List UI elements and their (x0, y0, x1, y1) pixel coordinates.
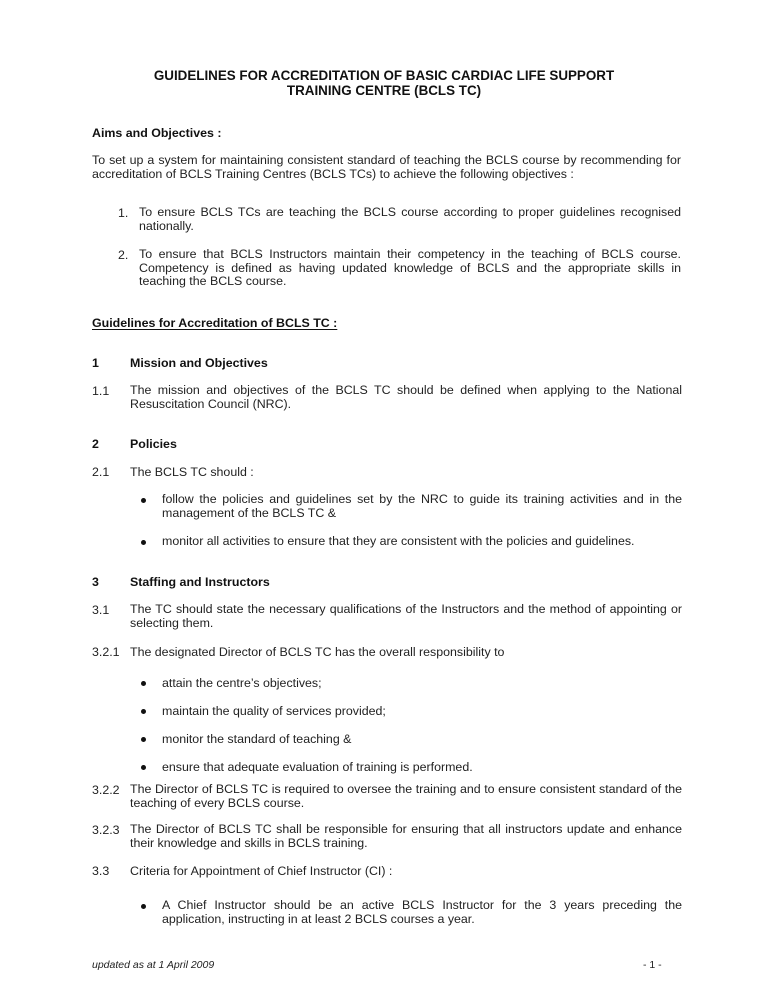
guidelines-heading: Guidelines for Accreditation of BCLS TC : (92, 316, 338, 330)
section-3-3-text: Criteria for Appointment of Chief Instructor (CI) : (130, 864, 393, 878)
section-3-2-1-number: 3.2.1 (92, 645, 120, 659)
objective-number-1: 1. (118, 206, 129, 220)
section-3-2-3-text: The Director of BCLS TC shall be responsible for ensuring that all instructors update and enhance their knowledge and skills in BCLS training. (130, 822, 682, 850)
section-3-2-2-number: 3.2.2 (92, 783, 120, 797)
aims-intro: To set up a system for maintaining consistent standard of teaching the BCLS course by recommending for accreditation of BCLS Training Centres (BCLS TCs) to achieve the following objectives : (92, 153, 681, 181)
bullet-icon (141, 709, 146, 714)
section-3-number: 3 (92, 575, 99, 589)
section-3-1-text: The TC should state the necessary qualifications of the Instructors and the method of appointing or selecting them. (130, 602, 682, 630)
section-3-2-3-number: 3.2.3 (92, 823, 120, 837)
bullet-icon (141, 737, 146, 742)
section-3-2-1-bullet-1: attain the centre’s objectives; (162, 676, 322, 690)
objective-number-2: 2. (118, 248, 129, 262)
footer-page-number: - 1 - (643, 959, 662, 971)
objective-text-1: To ensure BCLS TCs are teaching the BCLS course according to proper guidelines recognised nationally. (139, 205, 681, 233)
bullet-icon (141, 904, 146, 909)
section-1-title: Mission and Objectives (130, 356, 268, 370)
section-2-1-number: 2.1 (92, 465, 110, 479)
section-2-title: Policies (130, 437, 177, 451)
section-2-number: 2 (92, 437, 99, 451)
section-1-1-number: 1.1 (92, 384, 110, 398)
section-3-title: Staffing and Instructors (130, 575, 270, 589)
document-title-line2: TRAINING CENTRE (BCLS TC) (286, 83, 482, 98)
section-3-2-1-bullet-2: maintain the quality of services provided; (162, 704, 386, 718)
section-3-2-2-text: The Director of BCLS TC is required to oversee the training and to ensure consistent standard of the teaching of every BCLS course. (130, 782, 682, 810)
document-title-line1: GUIDELINES FOR ACCREDITATION OF BASIC CARDIAC LIFE SUPPORT (153, 68, 615, 83)
bullet-icon (141, 540, 146, 545)
section-2-1-bullet-1: follow the policies and guidelines set by the NRC to guide its training activities and in the management of the BCLS TC & (162, 492, 682, 520)
objective-text-2: To ensure that BCLS Instructors maintain their competency in the teaching of BCLS course. Competency is defined as having updated knowledge of BCLS and the appropriate skills in teaching the BCLS course. (139, 247, 681, 288)
bullet-icon (141, 765, 146, 770)
section-3-3-bullet-1: A Chief Instructor should be an active BCLS Instructor for the 3 years preceding the application, instructing in at least 2 BCLS courses a year. (162, 898, 682, 926)
bullet-icon (141, 498, 146, 503)
section-1-number: 1 (92, 356, 99, 370)
section-1-1-text: The mission and objectives of the BCLS TC should be defined when applying to the National Resuscitation Council (NRC). (130, 383, 682, 411)
section-3-3-number: 3.3 (92, 864, 110, 878)
section-3-2-1-bullet-3: monitor the standard of teaching & (162, 732, 352, 746)
aims-heading: Aims and Objectives : (92, 126, 222, 140)
section-3-2-1-text: The designated Director of BCLS TC has the overall responsibility to (130, 645, 505, 659)
section-2-1-text: The BCLS TC should : (130, 465, 254, 479)
section-3-1-number: 3.1 (92, 603, 110, 617)
section-2-1-bullet-2: monitor all activities to ensure that they are consistent with the policies and guidelines. (162, 534, 635, 548)
section-3-2-1-bullet-4: ensure that adequate evaluation of training is performed. (162, 760, 473, 774)
footer-updated-date: updated as at 1 April 2009 (92, 959, 215, 971)
bullet-icon (141, 681, 146, 686)
